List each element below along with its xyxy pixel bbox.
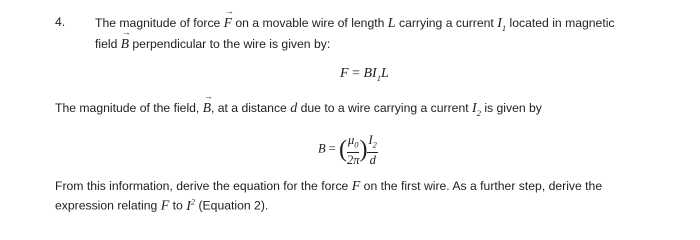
equation-field: B = ( $\frac{\mu_0}{2\pi}$ ) $\frac{I_2}{d}$ (318, 133, 377, 167)
length-symbol: L (387, 16, 396, 31)
force-vector-symbol: → F (224, 15, 232, 31)
conclusion-line-2: expression relating F to $I^2$ (Equation 2). (55, 196, 269, 214)
equation-force: $F = BI_1L$ (340, 66, 389, 83)
distance-symbol: d (290, 101, 298, 116)
field-description: The magnitude of the field, → B, at a distance d due to a wire carrying a current $I_2$ is given by (55, 100, 542, 118)
current-squared-symbol: $I^2$ (186, 196, 196, 214)
force-symbol-2: F (160, 198, 170, 214)
intro-line-2: field → B perpendicular to the wire is given by: (95, 36, 330, 52)
i2-over-d-fraction: $\frac{I_2}{d}$ (368, 133, 377, 167)
question-number: 4. (55, 15, 66, 29)
conclusion-line-1: From this information, derive the equation for the force F on the first wire. As a further step, derive the (55, 179, 603, 194)
intro-text-mid1: on a movable wire of length (231, 16, 388, 30)
intro-text-post: located in magnetic (506, 16, 615, 30)
intro-line-1 (95, 15, 615, 33)
current1-symbol: $I_1$ (497, 16, 507, 33)
field-vector-symbol-2: → B (203, 100, 211, 116)
intro-text-mid2: carrying a current (395, 16, 498, 30)
intro-text-pre: The magnitude of force (95, 16, 224, 30)
field-vector-symbol: → B (121, 36, 129, 52)
force-symbol: F (351, 179, 361, 194)
current2-symbol: $I_2$ (472, 101, 481, 118)
mu-over-2pi-fraction: $\frac{\mu_0}{2\pi}$ (346, 133, 360, 167)
